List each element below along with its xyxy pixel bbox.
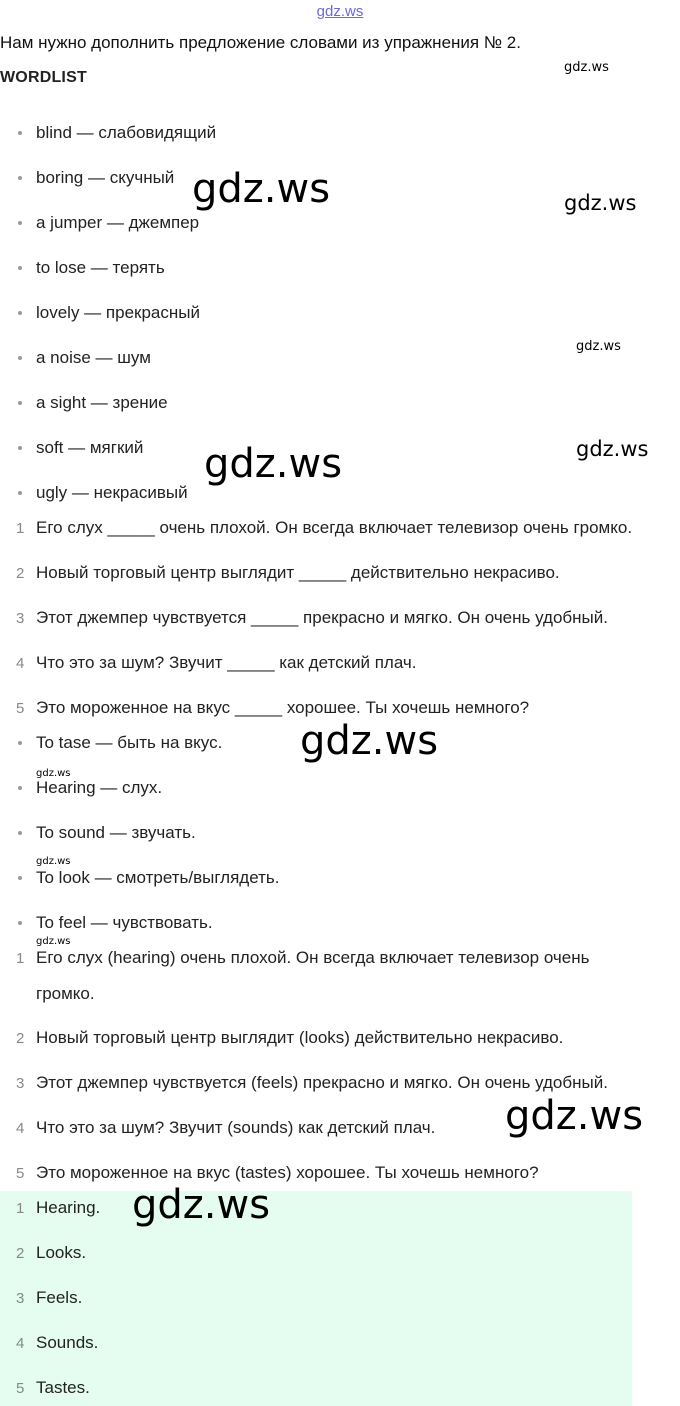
item-number: 5	[16, 1165, 25, 1182]
sentence-text: Это мороженное на вкус (tastes) хорошее. Ты хочешь немного?	[36, 1163, 539, 1182]
task-sentence	[16, 608, 608, 628]
sentence-text: Что это за шум? Звучит _____ как детский плач.	[36, 653, 417, 672]
item-number: 3	[16, 1290, 25, 1307]
wordlist-entry: lovely — прекрасный	[36, 303, 200, 322]
wordlist-entry: a jumper — джемпер	[36, 213, 200, 232]
answer-item	[16, 1333, 98, 1353]
sentence-text: Новый торговый центр выглядит _____ действительно некрасиво.	[36, 563, 560, 582]
list-item	[18, 913, 213, 933]
item-number: 2	[16, 1245, 25, 1262]
bullet-icon	[18, 221, 22, 225]
list-item	[18, 393, 168, 413]
sentence-continuation: громко.	[36, 984, 95, 1003]
answer-text: Feels.	[36, 1288, 83, 1307]
item-number: 4	[16, 1120, 25, 1137]
list-item	[18, 303, 200, 323]
wordlist-entry: ugly — некрасивый	[36, 483, 188, 502]
filled-sentence	[16, 1073, 608, 1093]
watermark: gdz.ws	[36, 936, 71, 947]
list-item	[18, 823, 196, 843]
wordlist-entry: a sight — зрение	[36, 393, 168, 412]
item-number: 4	[16, 1335, 25, 1352]
wordlist-entry: a noise — шум	[36, 348, 151, 367]
filled-sentence	[16, 1118, 435, 1138]
vocab-entry: Hearing — слух.	[36, 778, 163, 797]
filled-sentence	[16, 1163, 539, 1183]
item-number: 1	[16, 520, 25, 537]
list-item	[18, 438, 143, 458]
watermark: gdz.ws	[192, 166, 331, 212]
answer-text: Hearing.	[36, 1198, 101, 1217]
watermark: gdz.ws	[36, 856, 71, 867]
answer-text: Looks.	[36, 1243, 87, 1262]
item-number: 2	[16, 1030, 25, 1047]
filled-sentence	[16, 948, 589, 968]
list-item	[18, 348, 151, 368]
sentence-text: Новый торговый центр выглядит (looks) действительно некрасиво.	[36, 1028, 564, 1047]
site-link[interactable]: gdz.ws	[316, 3, 364, 20]
item-number: 4	[16, 655, 25, 672]
answer-text: Tastes.	[36, 1378, 90, 1397]
bullet-icon	[18, 311, 22, 315]
watermark: gdz.ws	[505, 1093, 644, 1139]
wordlist-entry: soft — мягкий	[36, 438, 144, 457]
bullet-icon	[18, 401, 22, 405]
answer-text: Sounds.	[36, 1333, 99, 1352]
item-number: 3	[16, 1075, 25, 1092]
wordlist-entry: boring — скучный	[36, 168, 175, 187]
watermark: gdz.ws	[564, 191, 637, 215]
item-number: 1	[16, 1200, 25, 1217]
list-item	[18, 778, 162, 798]
list-item	[18, 733, 222, 753]
task-sentence	[16, 563, 560, 583]
bullet-icon	[18, 446, 22, 450]
bullet-icon	[18, 786, 22, 790]
intro-text: Нам нужно дополнить предложение словами из упражнения № 2.	[0, 33, 521, 52]
watermark: gdz.ws	[576, 437, 649, 461]
bullet-icon	[18, 176, 22, 180]
bullet-icon	[18, 131, 22, 135]
item-number: 3	[16, 610, 25, 627]
item-number: 5	[16, 700, 25, 717]
answer-item	[16, 1378, 90, 1398]
watermark: gdz.ws	[132, 1182, 271, 1228]
task-sentence	[16, 698, 529, 718]
vocab-entry: To feel — чувствовать.	[36, 913, 213, 932]
bullet-icon	[18, 356, 22, 360]
vocab-entry: To look — смотреть/выглядеть.	[36, 868, 280, 887]
sentence-text: Его слух (hearing) очень плохой. Он всегда включает телевизор очень	[36, 948, 590, 967]
bullet-icon	[18, 831, 22, 835]
filled-sentence	[16, 1028, 563, 1048]
answer-item	[16, 1198, 100, 1218]
watermark: gdz.ws	[300, 718, 439, 764]
sentence-text: Этот джемпер чувствуется _____ прекрасно и мягко. Он очень удобный.	[36, 608, 608, 627]
wordlist-heading: WORDLIST	[0, 69, 87, 86]
answer-item	[16, 1243, 86, 1263]
sentence-text: Что это за шум? Звучит (sounds) как детский плач.	[36, 1118, 436, 1137]
task-sentence	[16, 518, 632, 538]
bullet-icon	[18, 266, 22, 270]
item-number: 2	[16, 565, 25, 582]
watermark: gdz.ws	[576, 339, 621, 354]
sentence-text: Это мороженное на вкус _____ хорошее. Ты хочешь немного?	[36, 698, 530, 717]
item-number: 5	[16, 1380, 25, 1397]
answer-panel	[0, 1191, 632, 1406]
list-item	[18, 258, 165, 278]
item-number: 1	[16, 950, 25, 967]
watermark: gdz.ws	[204, 441, 343, 487]
list-item	[18, 868, 279, 888]
watermark: gdz.ws	[564, 60, 609, 75]
sentence-text: Этот джемпер чувствуется (feels) прекрасно и мягко. Он очень удобный.	[36, 1073, 608, 1092]
list-item	[18, 168, 174, 188]
wordlist-entry: blind — слабовидящий	[36, 123, 217, 142]
list-item	[18, 483, 188, 503]
bullet-icon	[18, 921, 22, 925]
bullet-icon	[18, 491, 22, 495]
wordlist-entry: to lose — терять	[36, 258, 165, 277]
bullet-icon	[18, 876, 22, 880]
vocab-entry: To sound — звучать.	[36, 823, 196, 842]
task-sentence	[16, 653, 417, 673]
list-item	[18, 213, 199, 233]
bullet-icon	[18, 741, 22, 745]
sentence-text: Его слух _____ очень плохой. Он всегда включает телевизор очень громко.	[36, 518, 633, 537]
answer-item	[16, 1288, 82, 1308]
watermark: gdz.ws	[36, 768, 71, 779]
vocab-entry: To tase — быть на вкус.	[36, 733, 223, 752]
list-item	[18, 123, 216, 143]
